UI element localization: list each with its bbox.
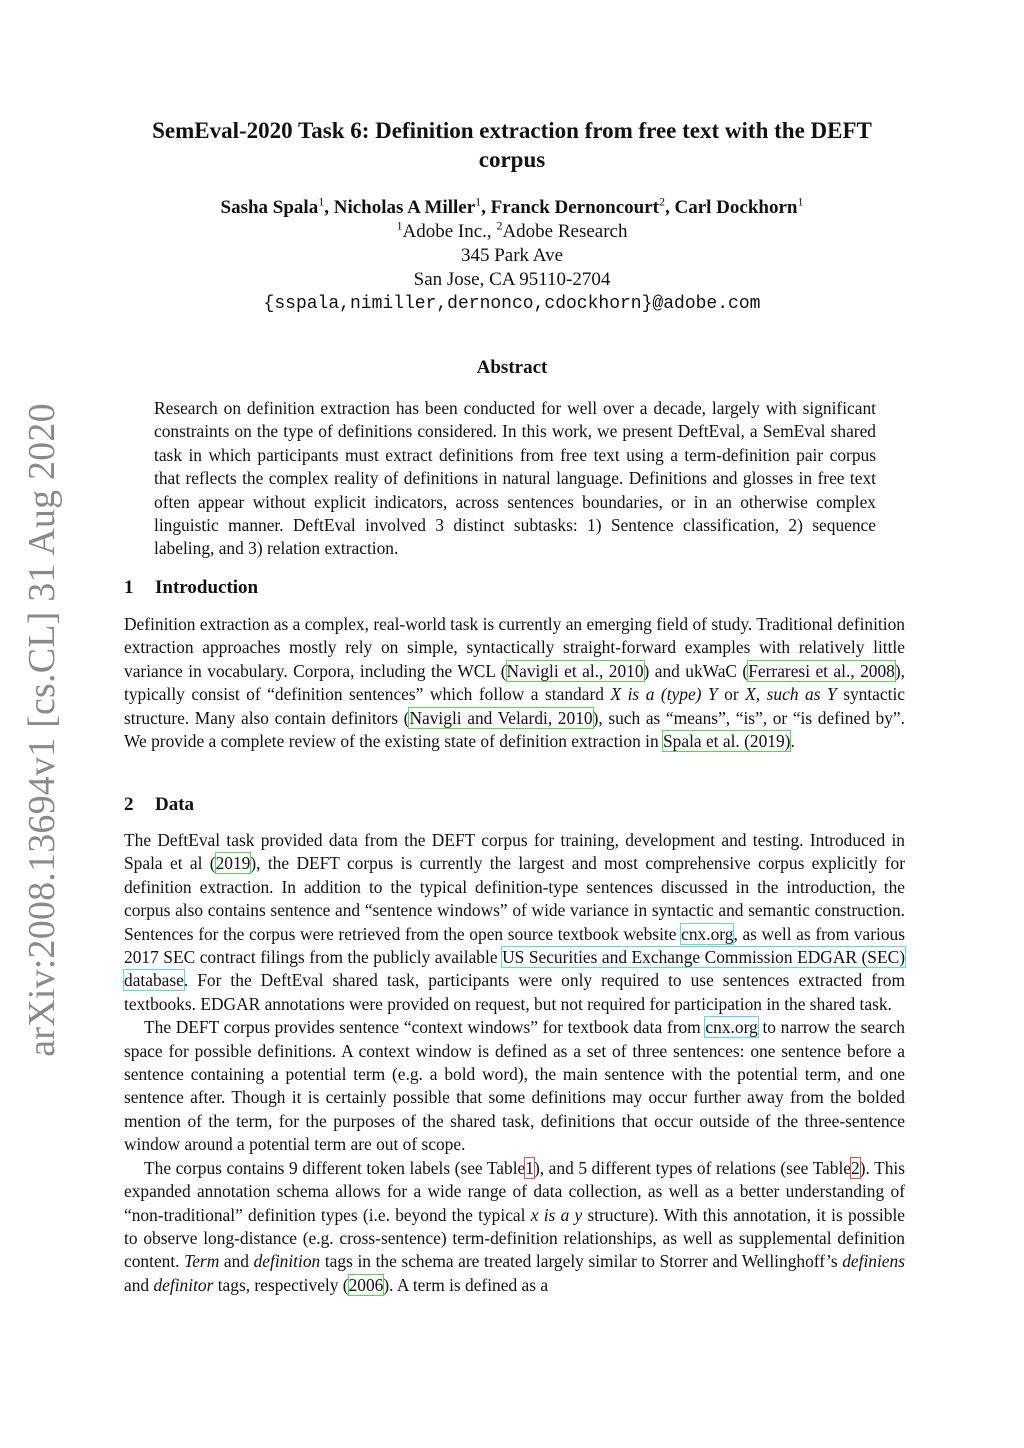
url-link-cnx[interactable]: cnx.org	[705, 1017, 758, 1038]
text-run: Definition extraction as a complex, real-world task is currently an emerging field of study. Traditional definition extraction approaches mostly rely on simple, syntactically straight-forward examples with relatively little variance in vocabulary. Corpora, including the WCL (	[124, 614, 905, 681]
text-run: structure). With this annotation, it is possible to observe long-distance (e.g. cross-sentence) term-definition relationships, as well as supplemental definition content.	[124, 1204, 906, 1272]
citation-link[interactable]: 2006	[348, 1274, 384, 1295]
affiliation-marker: 1	[318, 194, 325, 209]
text-run: tags in the schema are treated largely similar to Storrer and Wellinghoff’s	[320, 1251, 843, 1272]
author-name: Nicholas A Miller	[333, 197, 476, 218]
text-run: ), typically consist of “definition sentences” which follow a standard	[124, 660, 906, 705]
author-names: Sasha Spala$^1$, Nicholas A Miller$^1$, Franck Dernoncourt$^2$, Carl Dockhorn$^1$	[220, 194, 804, 218]
author-name: Carl Dockhorn	[674, 197, 798, 218]
paragraph	[124, 613, 905, 753]
author-emails: {sspala,nimiller,dernonco,cdockhorn}@adobe.com	[263, 294, 761, 314]
table-ref-link[interactable]: 1	[525, 1157, 534, 1178]
text-run: ). This expanded annotation schema allows for a wide range of data collection, as well as a better understanding of “non-traditional” definition types (i.e. beyond the typical	[124, 1157, 905, 1225]
section-number: 2	[124, 794, 134, 815]
affiliation-marker: 2	[659, 194, 665, 209]
italic-text: X, such as Y	[745, 684, 837, 705]
author-block	[110, 196, 914, 316]
text-run: and	[219, 1251, 254, 1272]
text-run: tags, respectively (	[213, 1274, 349, 1295]
url-link-sec-edgar[interactable]: US Securities and Exchange Commission EDGAR (SEC) database	[124, 947, 905, 991]
section-title: Data	[155, 794, 195, 815]
italic-text: X is a (type) Y	[610, 684, 718, 705]
text-run: . For the DeftEval shared task, participants were only required to use sentences extracted from textbooks. EDGAR annotations were provided on request, but not required for participation in the shared task.	[124, 970, 905, 1014]
text-run: The DEFT corpus provides sentence “context windows” for textbook data from	[144, 1017, 706, 1038]
title-line-2: corpus	[478, 147, 546, 172]
text-run: and	[124, 1274, 154, 1295]
author-name: Franck Dernoncourt	[490, 197, 659, 218]
paragraph	[124, 1016, 905, 1156]
citation-link[interactable]: Spala et al. (2019)	[662, 731, 791, 752]
text-run: ), the DEFT corpus is currently the largest and most comprehensive corpus explicitly for definition extraction. In addition to the typical definition-type sentences discussed in the introduction, the corpus also contains sentence and “sentence windows” of wide variance in syntactic and semantic construction. Sentences for the corpus were retrieved from the open source textbook website	[124, 853, 905, 944]
italic-text: definiens	[842, 1251, 905, 1272]
text-run: to narrow the search space for possible definitions. A context window is defined as a set of three sentences: one sentence before a sentence containing a potential term (e.g. a bold word), the main sentence with the potential term, and one sentence after. Though it is certainly possible that some definitions may occur further away from the bolded mention of the term, for the purposes of the shared task, definitions that occur outside of the three-sentence window around a potential term are out of scope.	[124, 1017, 906, 1155]
italic-text: Term	[184, 1251, 220, 1272]
section-title: Introduction	[155, 577, 259, 598]
text-run: The DeftEval task provided data from the DEFT corpus for training, development and testing. Introduced in Spala et al (	[124, 830, 905, 874]
section-number: 1	[124, 577, 134, 598]
affiliation-marker: 2	[496, 218, 503, 233]
table-ref-link[interactable]: 2	[851, 1157, 860, 1178]
address-street: 345 Park Ave	[460, 245, 564, 266]
citation-link[interactable]: Navigli et al., 2010	[506, 660, 644, 681]
text-run: .	[790, 731, 795, 752]
italic-text: definition	[253, 1251, 321, 1272]
arxiv-identifier: arXiv:2008.13694v1 [cs.CL] 31 Aug 2020	[21, 403, 63, 1057]
citation-link[interactable]: Navigli and Velardi, 2010	[409, 707, 593, 728]
text-run: ). A term is defined as a	[383, 1274, 549, 1295]
paper-title	[110, 116, 914, 174]
text-run: The corpus contains 9 different token labels (see Table	[144, 1157, 526, 1178]
affiliations	[110, 220, 914, 244]
text-run: ), such as “means”, “is”, or “is defined by”. We provide a complete review of the existing state of definition extraction in	[124, 707, 905, 752]
paragraph	[124, 1157, 905, 1297]
text-run: , as well as from various 2017 SEC contract filings from the publicly available	[124, 923, 905, 968]
title-line-1: SemEval-2020 Task 6: Definition extraction from free text with the DEFT	[152, 118, 872, 143]
abstract-text: Research on definition extraction has been conducted for well over a decade, largely with significant constraints on the type of definitions considered. In this work, we present DeftEval, a SemEval shared task in which participants must extract definitions from free text using a term-definition pair corpus that reflects the complex reality of definitions in natural language. Definitions and glosses in free text often appear without explicit indicators, across sentences boundaries, or in an otherwise complex linguistic manner. DeftEval involved 3 distinct subtasks: 1) Sentence classification, 2) sequence labeling, and 3) relation extraction.	[154, 398, 876, 559]
section-heading-data	[124, 794, 194, 816]
url-link-cnx[interactable]: cnx.org	[681, 923, 734, 944]
affiliation-adobe-research: Adobe Research	[502, 221, 628, 242]
citation-link[interactable]: 2019	[215, 853, 251, 874]
data-body	[124, 829, 905, 1297]
italic-text: x is a y	[530, 1204, 583, 1225]
text-run: syntactic structure. Many also contain definitors (	[124, 684, 906, 728]
italic-text: definitor	[153, 1274, 214, 1295]
affiliation-adobe-inc: Adobe Inc.,	[402, 221, 497, 242]
affiliation-marker: 1	[797, 194, 804, 209]
text-run: or	[717, 684, 746, 705]
abstract-heading: Abstract	[476, 357, 548, 378]
citation-link[interactable]: Ferraresi et al., 2008	[748, 660, 895, 681]
paragraph	[124, 829, 905, 1016]
author-name: Sasha Spala	[220, 197, 319, 218]
introduction-body	[124, 613, 905, 753]
section-heading-introduction	[124, 577, 258, 599]
address-city: San Jose, CA 95110-2704	[413, 269, 611, 290]
text-run: ), and 5 different types of relations (see Table	[533, 1157, 851, 1178]
text-run: ) and ukWaC (	[643, 660, 749, 681]
affiliation-marker: 1	[475, 194, 482, 209]
affiliation-marker: 1	[396, 218, 403, 233]
